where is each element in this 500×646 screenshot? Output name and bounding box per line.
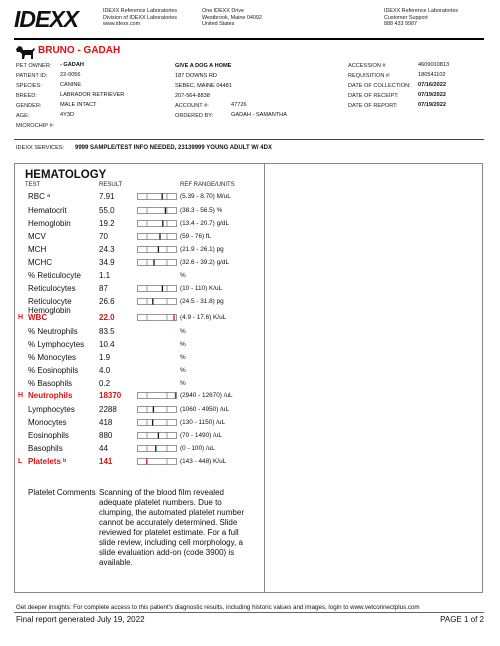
lab-division: Division of IDEXX Laboratories <box>103 14 178 21</box>
gauge-frame <box>138 208 177 214</box>
header-divider <box>14 38 484 40</box>
accession-field-value: 4609010813 <box>418 62 450 68</box>
dog-icon <box>14 43 36 61</box>
account-value: 47726 <box>231 102 247 108</box>
support-line-2: Customer Support <box>384 14 428 21</box>
reference-range-gauge <box>137 298 177 305</box>
patient-field-value: 4Y3D <box>60 112 74 118</box>
accession-field-label: ACCESSION # <box>348 63 386 69</box>
test-result: 1.1 <box>99 271 111 280</box>
abnormal-flag: H <box>18 392 24 399</box>
reference-range-gauge <box>137 406 177 413</box>
test-result: 4.0 <box>99 366 111 375</box>
patient-field-label: GENDER: <box>16 103 42 109</box>
footer-final-report: Final report generated July 19, 2022 <box>16 615 145 624</box>
clinic-address-1: 187 DOWNS RD <box>175 73 217 79</box>
test-result: 141 <box>99 457 113 466</box>
test-name: Lymphocytes <box>28 405 75 414</box>
gauge-frame <box>138 194 177 200</box>
patient-field-label: SPECIES: <box>16 83 42 89</box>
gauge-frame <box>138 234 177 240</box>
test-name: % Lymphocytes <box>28 340 85 349</box>
column-header-result: RESULT <box>99 182 123 188</box>
reference-range-gauge <box>137 220 177 227</box>
patient-field-label: BREED: <box>16 93 37 99</box>
test-result: 55.0 <box>99 206 115 215</box>
address-line-1: One IDEXX Drive <box>202 8 244 14</box>
reference-range: % <box>180 380 186 387</box>
support-phone: 888 433 9987 <box>384 21 417 28</box>
support-line-1: IDEXX Reference Laboratories <box>384 8 459 14</box>
results-column-divider <box>264 164 265 592</box>
test-name: % Monocytes <box>28 353 77 362</box>
clinic-phone: 207-564-8838 <box>175 93 210 99</box>
test-name: % Reticulocyte <box>28 271 81 280</box>
address-line-3: United States <box>202 21 235 28</box>
ordered-by-label: ORDERED BY: <box>175 113 214 119</box>
reference-range: (143 - 448) K/uL <box>180 458 227 465</box>
patient-field-value: 22-0056 <box>60 72 81 78</box>
accession-field-value: 07/19/2022 <box>418 102 446 108</box>
test-result: 880 <box>99 431 113 440</box>
reference-range-gauge <box>137 193 177 200</box>
services-divider <box>14 139 484 140</box>
test-name: Neutrophils <box>28 391 73 400</box>
reference-range-gauge <box>137 207 177 214</box>
reference-range: (21.9 - 26.1) pg <box>180 246 224 253</box>
test-result: 10.4 <box>99 340 115 349</box>
reference-range-gauge <box>137 259 177 266</box>
test-result: 22.0 <box>99 313 115 322</box>
test-result: 418 <box>99 418 113 427</box>
gauge-frame <box>138 446 177 452</box>
clinic-address-2: SEBEC, MAINE 04481 <box>175 83 232 89</box>
reference-range-gauge <box>137 432 177 439</box>
reference-range: % <box>180 328 186 335</box>
reference-range-gauge <box>137 392 177 399</box>
reference-range: (13.4 - 20.7) g/dL <box>180 220 230 227</box>
platelet-comments-text: Scanning of the blood film revealed adequate platelet numbers. Due to clumping, the automated platelet number cannot be accurately determined. Slide reviewed for platelet estimate. For a full slide review, including cell morphology, a slide evaluation add-on (code 3900) is available. <box>99 488 244 567</box>
logo-text: IDEXX <box>14 8 79 30</box>
reference-range: (10 - 110) K/uL <box>180 285 223 292</box>
address-line-2: Westbrook, Maine 04092 <box>202 14 262 21</box>
test-name: MCHC <box>28 258 52 267</box>
services-value: 9999 SAMPLE/TEST INFO NEEDED, 23139999 YOUNG ADULT W/ 4DX <box>75 145 272 151</box>
test-name: Reticulocyte Hemoglobin <box>28 297 72 315</box>
patient-field-label: MICROCHIP #: <box>16 123 55 129</box>
test-name: RBC ᵃ <box>28 192 51 201</box>
section-title-hematology: HEMATOLOGY <box>25 169 107 181</box>
gauge-frame <box>138 299 177 305</box>
patient-field-label: AGE: <box>16 113 30 119</box>
footer-divider <box>14 612 484 613</box>
accession-field-value: 180541102 <box>418 72 446 78</box>
reference-range-gauge <box>137 233 177 240</box>
gauge-frame <box>138 407 177 413</box>
gauge-frame <box>138 433 177 439</box>
ordered-by-value: GADAH - SAMANTHA <box>231 112 287 118</box>
test-result: 0.2 <box>99 379 111 388</box>
test-name: % Basophils <box>28 379 73 388</box>
column-header-ref: REF RANGE/UNITS <box>180 182 235 188</box>
lab-name: IDEXX Reference Laboratories <box>103 8 178 14</box>
test-name: Reticulocytes <box>28 284 76 293</box>
patient-title: BRUNO - GADAH <box>38 45 121 56</box>
reference-range-gauge <box>137 246 177 253</box>
reference-range: (130 - 1150) /uL <box>180 419 225 426</box>
gauge-frame <box>138 315 177 321</box>
patient-field-value: - GADAH <box>60 62 84 68</box>
test-name: Hematocrit <box>28 206 67 215</box>
reference-range-gauge <box>137 445 177 452</box>
column-header-test: TEST <box>25 182 41 188</box>
test-result: 18370 <box>99 391 122 400</box>
reference-range: (4.9 - 17.6) K/uL <box>180 314 227 321</box>
reference-range: (24.5 - 31.8) pg <box>180 298 224 305</box>
customer-support <box>384 8 458 28</box>
abnormal-flag: H <box>18 314 24 321</box>
abnormal-flag: L <box>18 458 23 465</box>
clinic-name: GIVE A DOG A HOME <box>175 63 232 69</box>
reference-range: % <box>180 272 186 279</box>
accession-field-label: DATE OF REPORT: <box>348 103 398 109</box>
reference-range: % <box>180 354 186 361</box>
test-result: 70 <box>99 232 108 241</box>
test-name: % Neutrophils <box>28 327 78 336</box>
reference-range-gauge <box>137 285 177 292</box>
reference-range: (2940 - 12670) /uL <box>180 392 233 399</box>
lab-address <box>202 8 262 28</box>
test-name: MCV <box>28 232 46 241</box>
reference-range-gauge <box>137 458 177 465</box>
gauge-frame <box>138 393 177 399</box>
lab-website: www.idexx.com <box>103 21 141 28</box>
test-result: 44 <box>99 444 108 453</box>
footer-page-number: PAGE 1 of 2 <box>440 615 484 624</box>
test-name: MCH <box>28 245 47 254</box>
test-result: 24.3 <box>99 245 115 254</box>
reference-range-gauge <box>137 419 177 426</box>
gauge-frame <box>138 221 177 227</box>
test-result: 26.6 <box>99 297 115 306</box>
services-label: IDEXX SERVICES: <box>16 145 65 151</box>
gauge-frame <box>138 247 177 253</box>
patient-field-value: CANINE <box>60 82 82 88</box>
patient-field-label: PATIENT ID: <box>16 73 48 79</box>
lab-info <box>103 8 177 28</box>
footer-insight: Get deeper insights: For complete access to this patient's diagnostic results, including historic values and images, login to www.vetconnectplus.com <box>16 604 420 611</box>
accession-field-value: 07/19/2022 <box>418 92 446 98</box>
reference-range-gauge <box>137 314 177 321</box>
test-result: 2288 <box>99 405 117 414</box>
test-name: % Eosinophils <box>28 366 79 375</box>
test-name: Monocytes <box>28 418 67 427</box>
test-result: 83.5 <box>99 327 115 336</box>
patient-field-value: LABRADOR RETRIEVER <box>60 92 125 98</box>
reference-range: (0 - 100) /uL <box>180 445 215 452</box>
reference-range: % <box>180 341 186 348</box>
platelet-comments-label: Platelet Comments <box>28 488 96 497</box>
reference-range: (1060 - 4950) /uL <box>180 406 230 413</box>
reference-range: (38.3 - 56.5) % <box>180 207 223 214</box>
reference-range: (5.39 - 8.70) M/uL <box>180 193 231 200</box>
gauge-frame <box>138 420 177 426</box>
gauge-frame <box>138 459 177 465</box>
gauge-frame <box>138 260 177 266</box>
test-name: Hemoglobin <box>28 219 71 228</box>
accession-field-value: 07/16/2022 <box>418 82 446 88</box>
test-name: WBC <box>28 313 48 322</box>
test-result: 87 <box>99 284 108 293</box>
accession-field-label: REQUISITION #: <box>348 73 391 79</box>
reference-range: (59 - 76) fL <box>180 233 212 240</box>
test-result: 7.91 <box>99 192 115 201</box>
test-name: Basophils <box>28 444 63 453</box>
idexx-logo <box>14 8 96 30</box>
reference-range: (70 - 1490) /uL <box>180 432 222 439</box>
account-label: ACCOUNT #: <box>175 103 209 109</box>
test-name: Platelets ᵇ <box>28 457 67 466</box>
reference-range: % <box>180 367 186 374</box>
reference-range: (32.6 - 39.2) g/dL <box>180 259 230 266</box>
gauge-frame <box>138 286 177 292</box>
test-result: 34.9 <box>99 258 115 267</box>
test-result: 1.9 <box>99 353 111 362</box>
accession-field-label: DATE OF COLLECTION: <box>348 83 411 89</box>
patient-field-label: PET OWNER: <box>16 63 52 69</box>
test-name: Eosinophils <box>28 431 69 440</box>
patient-field-value: MALE INTACT <box>60 102 97 108</box>
test-result: 19.2 <box>99 219 115 228</box>
accession-field-label: DATE OF RECEIPT: <box>348 93 399 99</box>
